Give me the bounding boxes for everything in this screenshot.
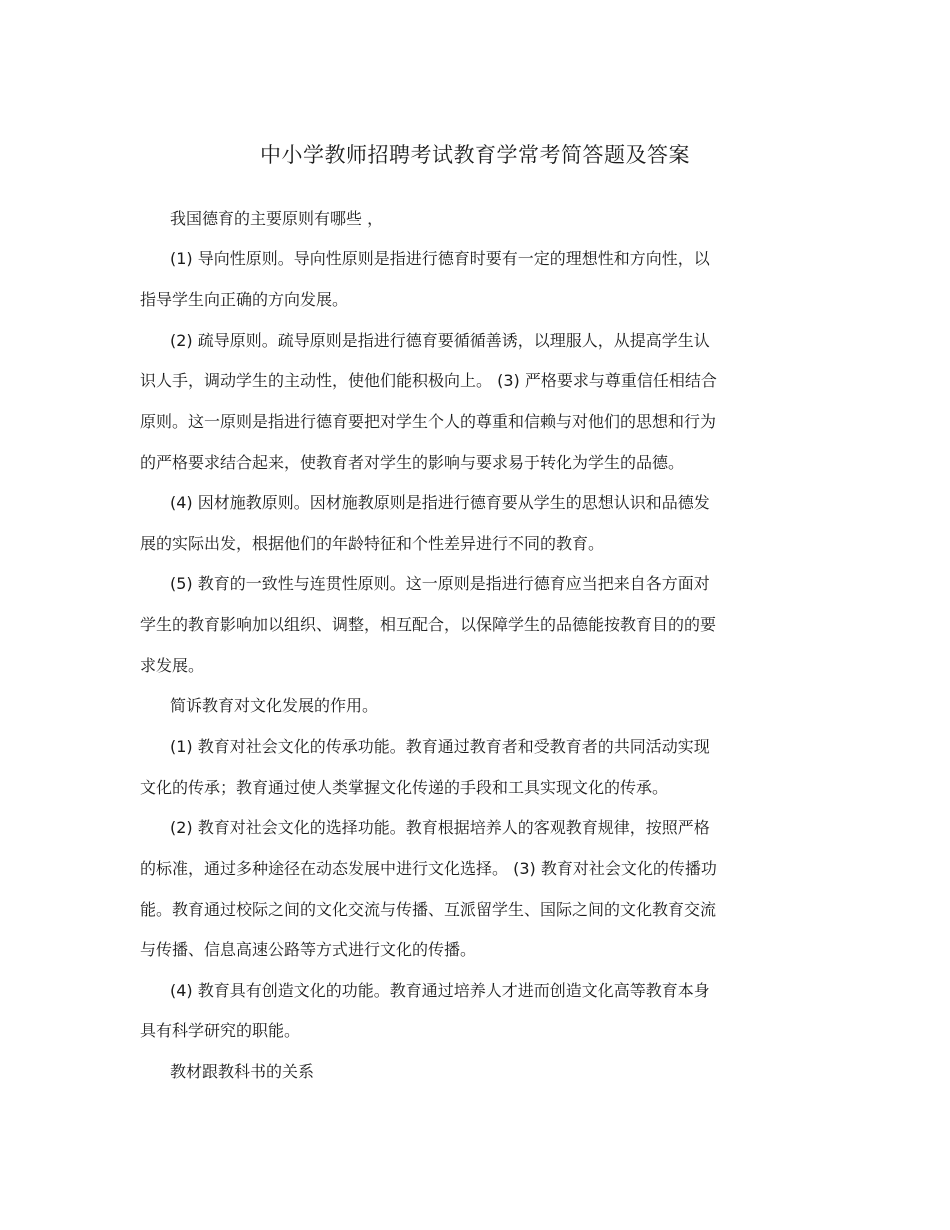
paragraph-line: 学生的教育影响加以组织、调整，相互配合，以保障学生的品德能按教育目的的要 [140,615,717,634]
paragraph-line: 的严格要求结合起来，使教育者对学生的影响与要求易于转化为学生的品德。 [140,453,685,472]
paragraph-line: (4) 教育具有创造文化的功能。教育通过培养人才进而创造文化高等教育本身 [170,981,710,1000]
paragraph-line: 文化的传承；教育通过使人类掌握文化传递的手段和工具实现文化的传承。 [140,778,669,797]
paragraph-line: 与传播、信息高速公路等方式进行文化的传播。 [140,940,477,959]
paragraph-line: (4) 因材施教原则。因材施教原则是指进行德育要从学生的思想认识和品德发 [170,493,710,512]
paragraph-line: 的标准，通过多种途径在动态发展中进行文化选择。 (3) 教育对社会文化的传播功 [140,859,717,878]
document-title: 中小学教师招聘考试教育学常考简答题及答案 [260,143,690,167]
paragraph-line: 识人手，调动学生的主动性，使他们能积极向上。 (3) 严格要求与尊重信任相结合 [140,371,717,390]
paragraph-line: 求发展。 [140,656,205,675]
paragraph-line: 展的实际出发，根据他们的年龄特征和个性差异进行不同的教育。 [140,534,605,553]
paragraph-line: (1) 教育对社会文化的传承功能。教育通过教育者和受教育者的共同活动实现 [170,737,710,756]
paragraph-line: (2) 教育对社会文化的选择功能。教育根据培养人的客观教育规律，按照严格 [170,818,710,837]
paragraph-line: (1) 导向性原则。导向性原则是指进行德育时要有一定的理想性和方向性，以 [170,249,710,268]
paragraph-line: (2) 疏导原则。疏导原则是指进行德育要循循善诱，以理服人，从提高学生认 [170,331,710,350]
paragraph-line: (5) 教育的一致性与连贯性原则。这一原则是指进行德育应当把来自各方面对 [170,574,710,593]
paragraph-line: 原则。这一原则是指进行德育要把对学生个人的尊重和信赖与对他们的思想和行为 [140,412,717,431]
question-heading: 教材跟教科书的关系 [170,1062,315,1081]
question-heading: 我国德育的主要原则有哪些 ， [170,209,384,228]
paragraph-line: 指导学生向正确的方向发展。 [140,290,349,309]
question-heading: 简诉教育对文化发展的作用。 [170,696,379,715]
paragraph-line: 能。教育通过校际之间的文化交流与传播、互派留学生、国际之间的文化教育交流 [140,900,717,919]
paragraph-line: 具有科学研究的职能。 [140,1021,301,1040]
